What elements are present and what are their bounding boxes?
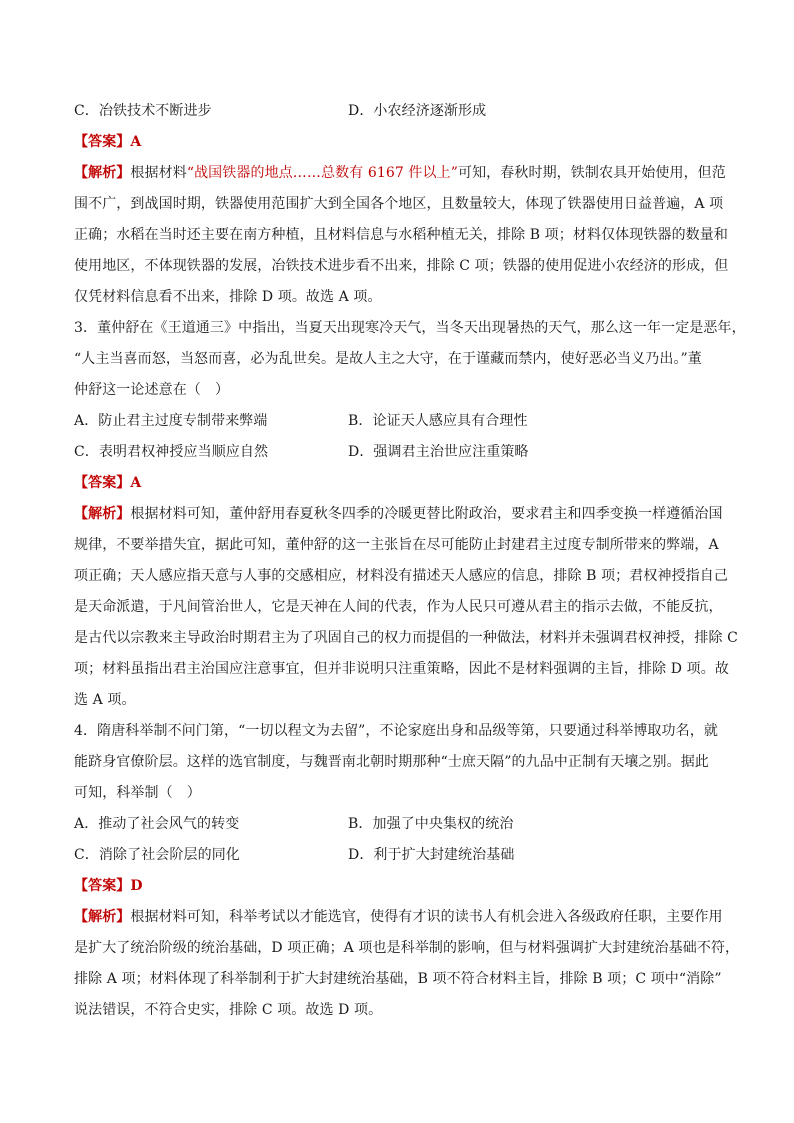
q3-stem-line-3: 仲舒这一论述意在（ ） (74, 382, 230, 398)
q4-options-cd (74, 840, 720, 871)
q4-analysis-line-3: 排除 A 项；材料体现了科举制利于扩大封建统治基础，B 项不符合材料主旨，排除 B 项；C 项中“消除” (74, 971, 722, 987)
q3-options-ab (74, 406, 720, 437)
q2-analysis-line-4: 使用地区，不体现铁器的发展，冶铁技术进步看不出来，排除 C 项；铁器的使用促进小农经济的形成，但 (74, 258, 729, 274)
q4-answer (74, 871, 720, 902)
q2-analysis-line-3: 正确；水稻在当时还主要在南方种植，且材料信息与水稻种植无关，排除 B 项；材料仅体现铁器的数量和 (74, 227, 728, 243)
q2-analysis-line-1 (74, 158, 726, 189)
analysis-text: 可知，春秋时期，铁制农具开始使用，但范 (457, 165, 726, 181)
q2-option-d[interactable]: D．小农经济逐渐形成 (348, 103, 487, 119)
q2-option-c[interactable]: C．冶铁技术不断进步 (74, 103, 212, 119)
document-content (74, 96, 746, 1026)
q4-stem-line-2: 能跻身官僚阶层。这样的选官制度，与魏晋南北朝时期那种“士庶天隔”的九品中正制有天壤之别。据此 (74, 754, 709, 770)
q2-answer (74, 127, 720, 158)
q3-analysis-line-7: 选 A 项。 (74, 692, 136, 708)
q4-option-c[interactable]: C．消除了社会阶层的同化 (74, 847, 240, 863)
answer-value: A (130, 475, 142, 491)
analysis-tag: 【解析】 (74, 506, 131, 522)
q3-analysis-line-3: 项正确；天人感应指天意与人事的交感相应，材料没有描述天人感应的信息，排除 B 项；君权神授指自己 (74, 568, 728, 584)
q3-analysis-line-4: 是天命派遣，于凡间管治世人，它是天神在人间的代表，作为人民只可遵从君主的指示去做，不能反抗， (74, 599, 723, 615)
q3-stem-line-2: “人主当喜而怒，当怒而喜，必为乱世矣。是故人主之大守，在于谨藏而禁内，使好恶必当义乃出。”董 (74, 351, 702, 367)
q4-analysis-line-2: 是扩大了统治阶级的统治基础，D 项正确；A 项也是科举制的影响，但与材料强调扩大封建统治基础不符， (74, 940, 740, 956)
q3-options-cd (74, 437, 720, 468)
q3-option-a[interactable]: A．防止君主过度专制带来弊端 (74, 413, 268, 429)
answer-tag: 【答案】 (74, 878, 131, 894)
q4-stem-line-1: 4．隋唐科举制不问门第，“一切以程文为去留”，不论家庭出身和品级等第，只要通过科举博取功名，就 (74, 723, 718, 739)
answer-value: D (130, 878, 143, 894)
answer-tag: 【答案】 (74, 475, 131, 491)
q2-analysis-line-5: 仅凭材料信息看不出来，排除 D 项。故选 A 项。 (74, 289, 382, 305)
analysis-tag: 【解析】 (74, 909, 131, 925)
analysis-text: 根据材料可知，科举考试以才能选官，使得有才识的读书人有机会进入各级政府任职，主要作用 (130, 909, 723, 925)
q3-option-d[interactable]: D．强调君主治世应注重策略 (348, 444, 529, 460)
q4-analysis-line-1 (74, 902, 723, 933)
q3-analysis-line-2: 规律，不要举措失宜，据此可知，董仲舒的这一主张旨在尽可能防止封建君主过度专制所带来的弊端，A (74, 537, 719, 553)
q2-analysis-line-2: 围不广，到战国时期，铁器使用范围扩大到全国各个地区，且数量较大，体现了铁器使用日益普遍，A 项 (74, 196, 724, 212)
analysis-text: 根据材料 (130, 165, 187, 181)
q3-analysis-line-6: 项；材料虽指出君主治国应注意事宜，但并非说明只注重策略，因此不是材料强调的主旨，排除 D 项。故 (74, 661, 729, 677)
q4-analysis-line-4: 说法错误，不符合史实，排除 C 项。故选 D 项。 (74, 1002, 383, 1018)
q3-stem-line-1: 3．董仲舒在《王道通三》中指出，当夏天出现寒冷天气，当冬天出现暑热的天气，那么这一年一定是恶年， (74, 320, 746, 336)
q3-answer (74, 468, 720, 499)
q4-stem-line-3: 可知，科举制（ ） (74, 785, 201, 801)
q2-options-cd (74, 96, 720, 127)
q3-option-b[interactable]: B．论证天人感应具有合理性 (348, 413, 528, 429)
q3-analysis-line-5: 是古代以宗教来主导政治时期君主为了巩固自己的权力而提倡的一种做法，材料并未强调君权神授，排除 C (74, 630, 738, 646)
q4-option-b[interactable]: B．加强了中央集权的统治 (348, 816, 514, 832)
q4-option-d[interactable]: D．利于扩大封建统治基础 (348, 847, 515, 863)
q3-option-c[interactable]: C．表明君权神授应当顺应自然 (74, 444, 269, 460)
answer-tag: 【答案】 (74, 134, 131, 150)
analysis-text: 根据材料可知，董仲舒用春夏秋冬四季的冷暖更替比附政治，要求君主和四季变换一样遵循治国 (130, 506, 723, 522)
answer-value: A (130, 134, 142, 150)
q4-option-a[interactable]: A．推动了社会风气的转变 (74, 816, 240, 832)
analysis-quote: “战国铁器的地点……总数有 6167 件以上” (186, 165, 458, 181)
q3-analysis-line-1 (74, 499, 723, 530)
analysis-tag: 【解析】 (74, 165, 131, 181)
q4-options-ab (74, 809, 720, 840)
